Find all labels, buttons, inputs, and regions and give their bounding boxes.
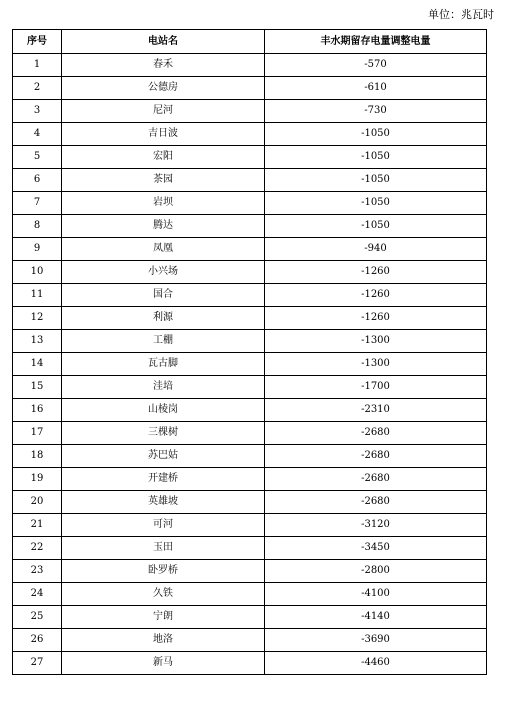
row-adjustment: -610 bbox=[265, 77, 487, 100]
adjustment-table bbox=[12, 29, 487, 675]
row-station-name: 尼河 bbox=[62, 100, 265, 123]
row-station-name: 苏巴姑 bbox=[62, 445, 265, 468]
table-row bbox=[13, 238, 487, 261]
row-station-name: 瓦古脚 bbox=[62, 353, 265, 376]
row-station-name: 卧罗桥 bbox=[62, 560, 265, 583]
table-row bbox=[13, 284, 487, 307]
row-station-name: 凤凰 bbox=[62, 238, 265, 261]
row-index: 12 bbox=[13, 307, 62, 330]
header-index: 序号 bbox=[13, 30, 62, 54]
row-station-name: 可河 bbox=[62, 514, 265, 537]
row-adjustment: -4460 bbox=[265, 652, 487, 675]
row-adjustment: -2800 bbox=[265, 560, 487, 583]
row-index: 13 bbox=[13, 330, 62, 353]
row-index: 23 bbox=[13, 560, 62, 583]
table-row bbox=[13, 123, 487, 146]
row-station-name: 三棵树 bbox=[62, 422, 265, 445]
row-station-name: 久铁 bbox=[62, 583, 265, 606]
table-row bbox=[13, 376, 487, 399]
row-index: 7 bbox=[13, 192, 62, 215]
row-adjustment: -1050 bbox=[265, 146, 487, 169]
row-adjustment: -1300 bbox=[265, 330, 487, 353]
table-body bbox=[13, 54, 487, 675]
row-adjustment: -4140 bbox=[265, 606, 487, 629]
row-index: 4 bbox=[13, 123, 62, 146]
row-adjustment: -1260 bbox=[265, 261, 487, 284]
row-index: 1 bbox=[13, 54, 62, 77]
row-index: 9 bbox=[13, 238, 62, 261]
table-row bbox=[13, 54, 487, 77]
row-index: 16 bbox=[13, 399, 62, 422]
table-row bbox=[13, 100, 487, 123]
table-row bbox=[13, 399, 487, 422]
table-row bbox=[13, 353, 487, 376]
row-adjustment: -570 bbox=[265, 54, 487, 77]
row-station-name: 洼堷 bbox=[62, 376, 265, 399]
row-station-name: 茶园 bbox=[62, 169, 265, 192]
row-adjustment: -2680 bbox=[265, 422, 487, 445]
table-row bbox=[13, 307, 487, 330]
row-adjustment: -4100 bbox=[265, 583, 487, 606]
row-index: 15 bbox=[13, 376, 62, 399]
unit-note: 单位：兆瓦时 bbox=[428, 8, 494, 21]
table-row bbox=[13, 514, 487, 537]
row-index: 3 bbox=[13, 100, 62, 123]
table-row bbox=[13, 652, 487, 675]
table-row bbox=[13, 330, 487, 353]
row-adjustment: -940 bbox=[265, 238, 487, 261]
row-adjustment: -1050 bbox=[265, 215, 487, 238]
row-index: 24 bbox=[13, 583, 62, 606]
row-index: 6 bbox=[13, 169, 62, 192]
row-station-name: 腾达 bbox=[62, 215, 265, 238]
row-adjustment: -1260 bbox=[265, 284, 487, 307]
table-row bbox=[13, 560, 487, 583]
row-index: 25 bbox=[13, 606, 62, 629]
row-adjustment: -2680 bbox=[265, 491, 487, 514]
row-index: 11 bbox=[13, 284, 62, 307]
row-adjustment: -3450 bbox=[265, 537, 487, 560]
row-adjustment: -730 bbox=[265, 100, 487, 123]
row-index: 22 bbox=[13, 537, 62, 560]
row-index: 14 bbox=[13, 353, 62, 376]
table-row bbox=[13, 583, 487, 606]
row-station-name: 岩坝 bbox=[62, 192, 265, 215]
row-adjustment: -1300 bbox=[265, 353, 487, 376]
row-index: 20 bbox=[13, 491, 62, 514]
row-station-name: 山棱岗 bbox=[62, 399, 265, 422]
row-station-name: 新马 bbox=[62, 652, 265, 675]
row-index: 2 bbox=[13, 77, 62, 100]
row-adjustment: -1050 bbox=[265, 123, 487, 146]
row-adjustment: -1050 bbox=[265, 169, 487, 192]
row-index: 5 bbox=[13, 146, 62, 169]
table-row bbox=[13, 606, 487, 629]
row-index: 8 bbox=[13, 215, 62, 238]
row-index: 17 bbox=[13, 422, 62, 445]
row-index: 26 bbox=[13, 629, 62, 652]
row-station-name: 玉田 bbox=[62, 537, 265, 560]
row-station-name: 小兴场 bbox=[62, 261, 265, 284]
header-adjustment: 丰水期留存电量调整电量 bbox=[265, 30, 487, 54]
row-index: 27 bbox=[13, 652, 62, 675]
row-index: 18 bbox=[13, 445, 62, 468]
row-adjustment: -1050 bbox=[265, 192, 487, 215]
table-row bbox=[13, 422, 487, 445]
row-index: 10 bbox=[13, 261, 62, 284]
row-station-name: 吉日波 bbox=[62, 123, 265, 146]
row-adjustment: -1260 bbox=[265, 307, 487, 330]
row-station-name: 地洛 bbox=[62, 629, 265, 652]
row-adjustment: -2680 bbox=[265, 445, 487, 468]
table-row bbox=[13, 192, 487, 215]
row-station-name: 开建桥 bbox=[62, 468, 265, 491]
table-header-row bbox=[13, 30, 487, 54]
table-row bbox=[13, 261, 487, 284]
row-index: 21 bbox=[13, 514, 62, 537]
row-index: 19 bbox=[13, 468, 62, 491]
table-row bbox=[13, 468, 487, 491]
row-adjustment: -2310 bbox=[265, 399, 487, 422]
row-station-name: 工棚 bbox=[62, 330, 265, 353]
row-station-name: 宁朗 bbox=[62, 606, 265, 629]
row-station-name: 利源 bbox=[62, 307, 265, 330]
row-station-name: 宏阳 bbox=[62, 146, 265, 169]
table-row bbox=[13, 629, 487, 652]
table-row bbox=[13, 491, 487, 514]
table-row bbox=[13, 537, 487, 560]
row-adjustment: -3690 bbox=[265, 629, 487, 652]
table-row bbox=[13, 215, 487, 238]
row-station-name: 公德房 bbox=[62, 77, 265, 100]
row-adjustment: -1700 bbox=[265, 376, 487, 399]
row-station-name: 春禾 bbox=[62, 54, 265, 77]
row-station-name: 国合 bbox=[62, 284, 265, 307]
row-adjustment: -2680 bbox=[265, 468, 487, 491]
table-row bbox=[13, 146, 487, 169]
table-row bbox=[13, 169, 487, 192]
row-station-name: 英雄坡 bbox=[62, 491, 265, 514]
row-adjustment: -3120 bbox=[265, 514, 487, 537]
table-row bbox=[13, 445, 487, 468]
table-row bbox=[13, 77, 487, 100]
header-station-name: 电站名 bbox=[62, 30, 265, 54]
